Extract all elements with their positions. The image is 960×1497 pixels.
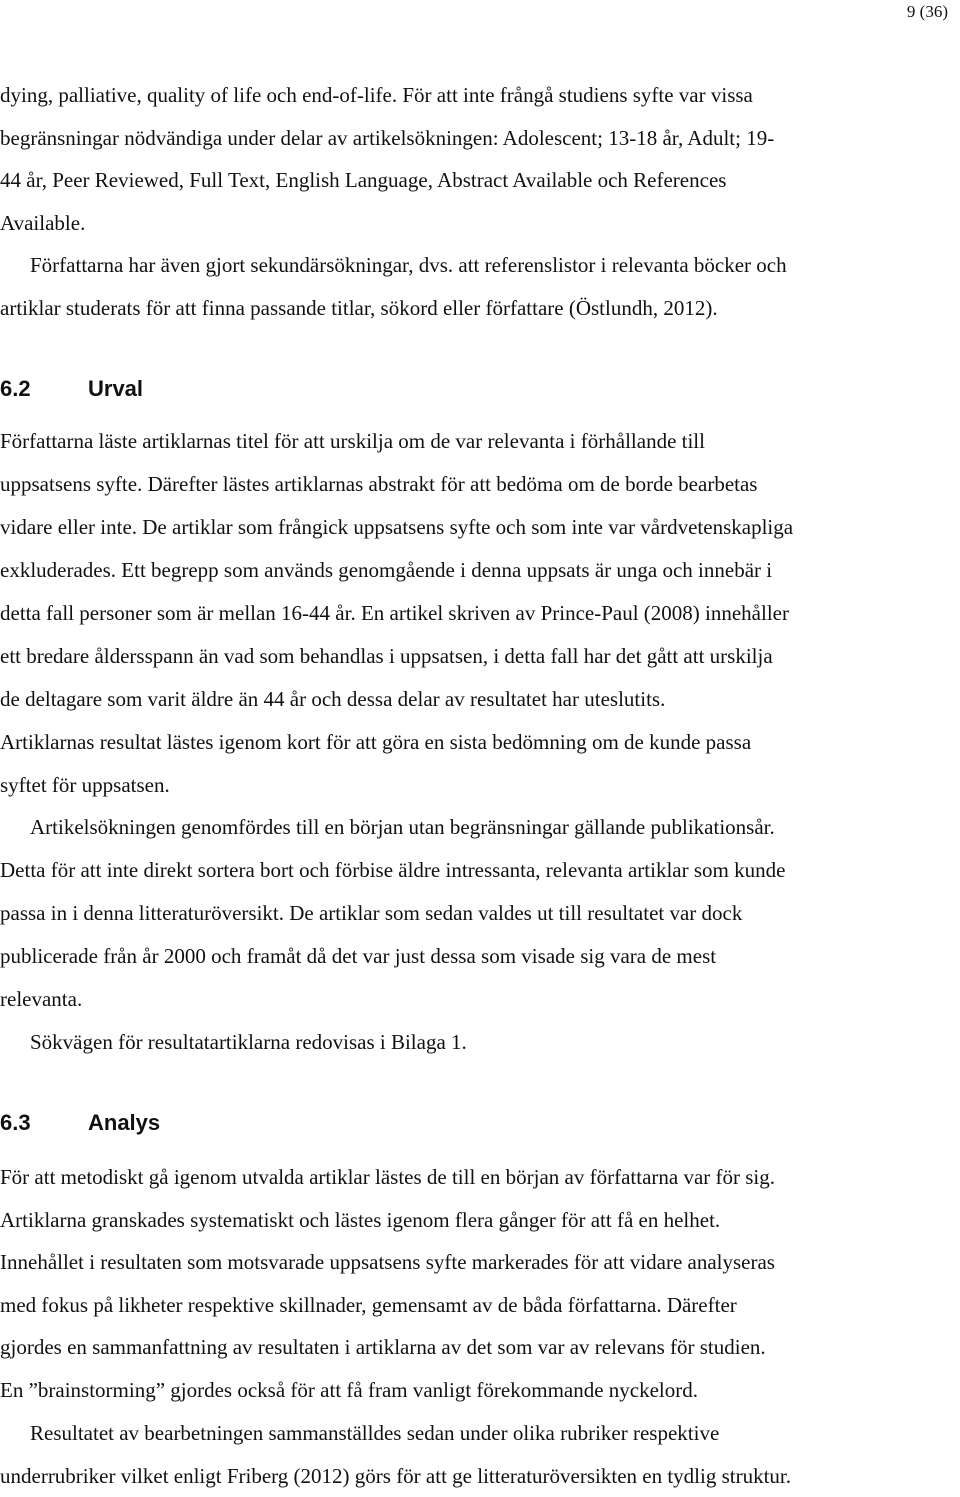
text-line: 44 år, Peer Reviewed, Full Text, English Language, Abstract Available och References bbox=[0, 159, 945, 202]
text-line: publicerade från år 2000 och framåt då det var just dessa som visade sig vara de mest bbox=[0, 935, 945, 978]
text-line: uppsatsens syfte. Därefter lästes artiklarnas abstrakt för att bedöma om de borde bearbetas bbox=[0, 463, 945, 506]
section-number: 6.3 bbox=[0, 1110, 88, 1136]
text-line: med fokus på likheter respektive skillnader, gemensamt av de båda författarna. Därefter bbox=[0, 1284, 945, 1327]
text-line: dying, palliative, quality of life och end-of-life. För att inte frångå studiens syfte var vissa bbox=[0, 74, 945, 117]
text-line: ett bredare åldersspann än vad som behandlas i uppsatsen, i detta fall har det gått att urskilja bbox=[0, 635, 945, 678]
text-line: För att metodiskt gå igenom utvalda artiklar lästes de till en början av författarna var för sig. bbox=[0, 1156, 945, 1199]
paragraph-search-limits bbox=[0, 74, 945, 244]
section-title: Analys bbox=[88, 1110, 160, 1135]
text-line: En ”brainstorming” gjordes också för att få fram vanligt förekommande nyckelord. bbox=[0, 1369, 945, 1412]
text-line: detta fall personer som är mellan 16-44 år. En artikel skriven av Prince-Paul (2008) innehåller bbox=[0, 592, 945, 635]
section-heading-analys bbox=[0, 1110, 160, 1136]
paragraph-search-path bbox=[0, 1021, 945, 1064]
text-line: artiklar studerats för att finna passande titlar, sökord eller författare (Östlundh, 2012). bbox=[0, 287, 945, 330]
text-line: Artiklarnas resultat lästes igenom kort för att göra en sista bedömning om de kunde passa bbox=[0, 721, 945, 764]
text-line: Artikelsökningen genomfördes till en början utan begränsningar gällande publikationsår. bbox=[0, 806, 945, 849]
text-line: passa in i denna litteraturöversikt. De artiklar som sedan valdes ut till resultatet var dock bbox=[0, 892, 945, 935]
text-line: Detta för att inte direkt sortera bort och förbise äldre intressanta, relevanta artiklar som kunde bbox=[0, 849, 945, 892]
section-heading-urval bbox=[0, 376, 143, 402]
text-line: relevanta. bbox=[0, 978, 945, 1021]
text-line: syftet för uppsatsen. bbox=[0, 764, 945, 807]
text-line: Available. bbox=[0, 202, 945, 245]
paragraph-result-structure bbox=[0, 1412, 945, 1497]
page-number: 9 (36) bbox=[907, 2, 948, 22]
paragraph-selection bbox=[0, 420, 945, 807]
paragraph-publication-years bbox=[0, 806, 945, 1021]
text-line: Författarna läste artiklarnas titel för att urskilja om de var relevanta i förhållande till bbox=[0, 420, 945, 463]
text-line: Sökvägen för resultatartiklarna redovisas i Bilaga 1. bbox=[0, 1021, 945, 1064]
text-line: exkluderades. Ett begrepp som används genomgående i denna uppsats är unga och innebär i bbox=[0, 549, 945, 592]
text-line: gjordes en sammanfattning av resultaten i artiklarna av det som var av relevans för studien. bbox=[0, 1326, 945, 1369]
section-number: 6.2 bbox=[0, 376, 88, 402]
text-line: Artiklarna granskades systematiskt och lästes igenom flera gånger för att få en helhet. bbox=[0, 1199, 945, 1242]
paragraph-analysis-method bbox=[0, 1156, 945, 1411]
text-line: begränsningar nödvändiga under delar av artikelsökningen: Adolescent; 13-18 år, Adult; 19- bbox=[0, 117, 945, 160]
text-line: Resultatet av bearbetningen sammanställdes sedan under olika rubriker respektive bbox=[0, 1412, 945, 1455]
paragraph-secondary-searches bbox=[0, 244, 945, 329]
text-line: Författarna har även gjort sekundärsökningar, dvs. att referenslistor i relevanta böcker och bbox=[0, 244, 945, 287]
text-line: de deltagare som varit äldre än 44 år och dessa delar av resultatet har uteslutits. bbox=[0, 678, 945, 721]
text-line: Innehållet i resultaten som motsvarade uppsatsens syfte markerades för att vidare analyseras bbox=[0, 1241, 945, 1284]
section-title: Urval bbox=[88, 376, 143, 401]
text-line: vidare eller inte. De artiklar som frångick uppsatsens syfte och som inte var vårdvetenskapliga bbox=[0, 506, 945, 549]
text-line: underrubriker vilket enligt Friberg (2012) görs för att ge litteraturöversikten en tydlig struktur. bbox=[0, 1455, 945, 1497]
